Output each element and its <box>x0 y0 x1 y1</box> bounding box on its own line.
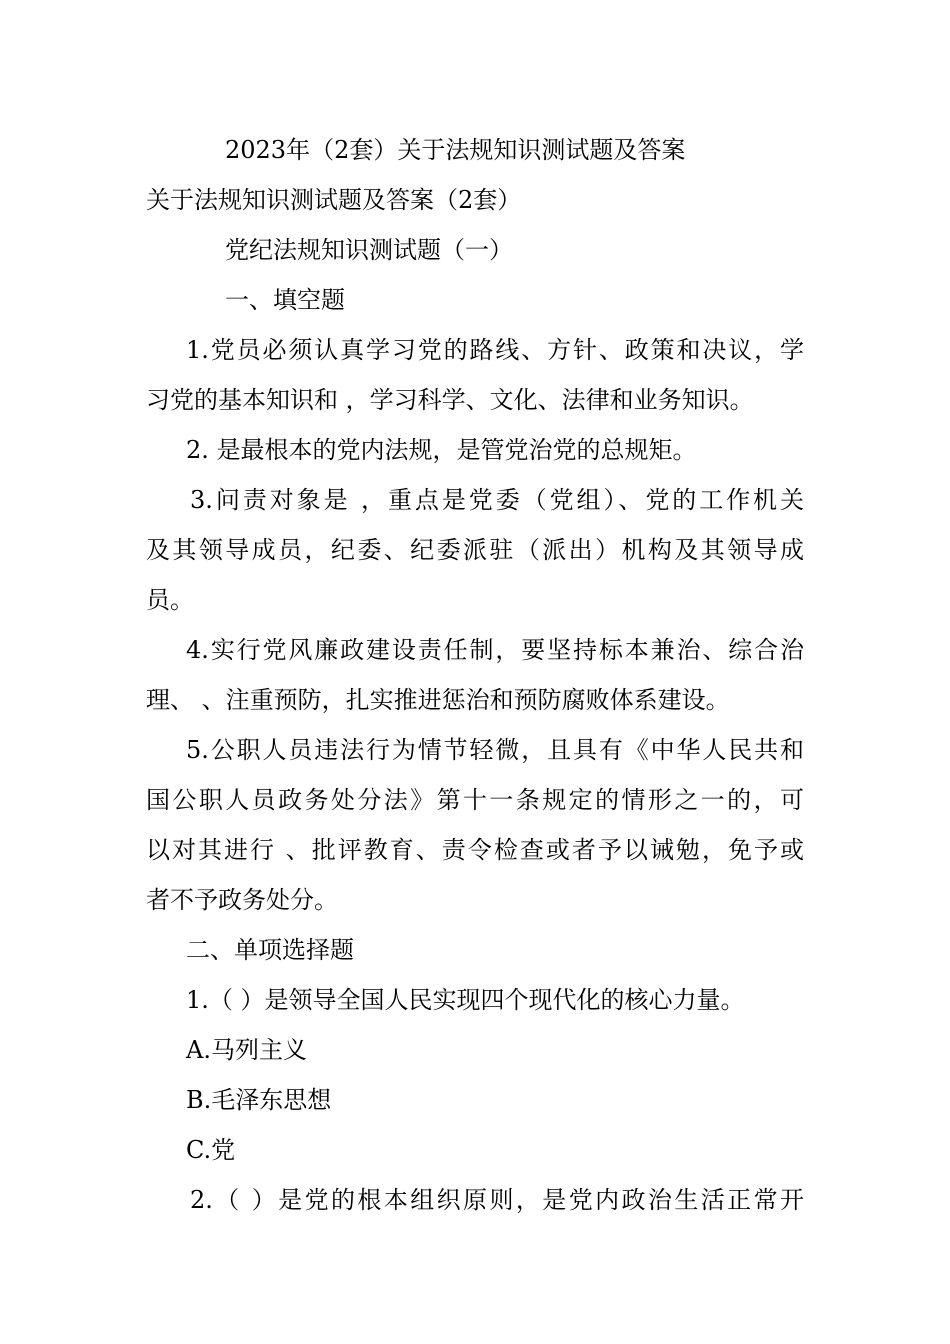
choice-question-1-option-b: B.毛泽东思想 <box>186 1086 332 1114</box>
fill-question-4-line-2: 理、 、注重预防，扎实推进惩治和预防腐败体系建设。 <box>146 686 730 714</box>
fill-question-5-line-1: 5.公职人员违法行为情节轻微，且具有《中华人民共和 <box>186 736 804 764</box>
fill-question-2-line-1: 2. 是最根本的党内法规，是管党治党的总规矩。 <box>186 436 697 464</box>
choice-question-1-option-a: A.马列主义 <box>186 1036 307 1064</box>
document-title: 2023年（2套）关于法规知识测试题及答案 <box>225 136 686 164</box>
part1-heading: 一、填空题 <box>225 286 345 314</box>
fill-question-5-line-3: 以对其进行 、批评教育、责令检查或者予以诫勉，免予或 <box>146 836 804 864</box>
fill-question-4-line-1: 4.实行党风廉政建设责任制，要坚持标本兼治、综合治 <box>186 636 804 664</box>
fill-question-1-line-1: 1.党员必须认真学习党的路线、方针、政策和决议，学 <box>186 336 804 364</box>
document-subtitle: 关于法规知识测试题及答案（2套） <box>146 186 522 214</box>
fill-question-5-line-4: 者不予政务处分。 <box>146 886 338 914</box>
fill-question-3-line-3: 员。 <box>146 586 194 614</box>
fill-question-3-line-1: 3.问责对象是 ，重点是党委（党组）、党的工作机关 <box>190 486 804 514</box>
choice-question-2-stem: 2.（ ）是党的根本组织原则，是党内政治生活正常开 <box>190 1186 804 1214</box>
choice-question-1-option-c: C.党 <box>186 1136 236 1164</box>
part2-heading: 二、单项选择题 <box>186 936 354 964</box>
fill-question-5-line-2: 国公职人员政务处分法》第十一条规定的情形之一的，可 <box>146 786 804 814</box>
choice-question-1-stem: 1.（ ）是领导全国人民实现四个现代化的核心力量。 <box>186 986 745 1014</box>
section-heading: 党纪法规知识测试题（一） <box>225 236 513 264</box>
fill-question-1-line-2: 习党的基本知识和 ，学习科学、文化、法律和业务知识。 <box>146 386 754 414</box>
fill-question-3-line-2: 及其领导成员，纪委、纪委派驻（派出）机构及其领导成 <box>146 536 804 564</box>
